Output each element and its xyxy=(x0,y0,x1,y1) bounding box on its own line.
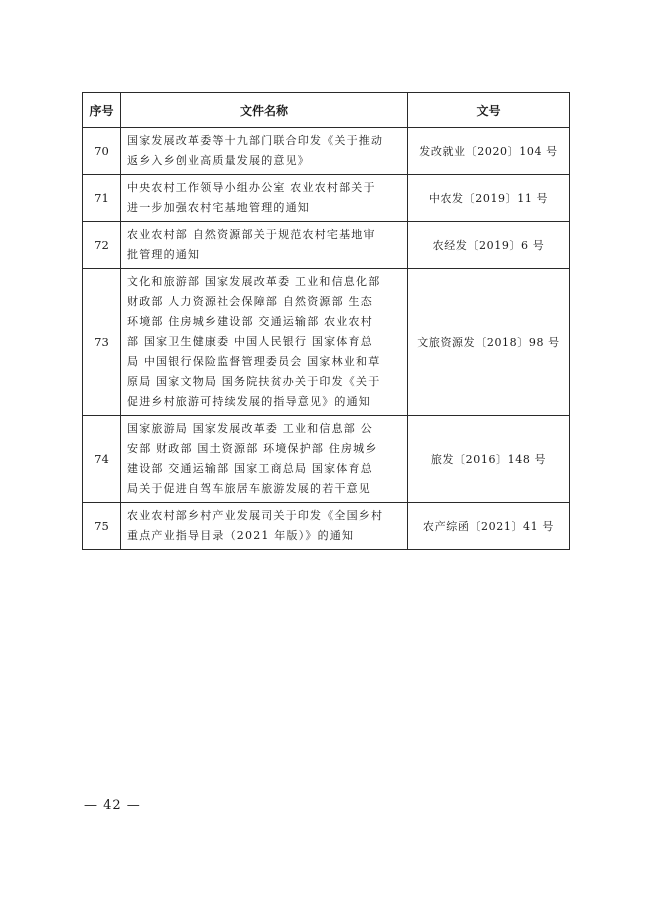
table-row xyxy=(83,222,570,269)
row-file-name xyxy=(121,128,408,175)
file-name-line: 原局 国家文物局 国务院扶贫办关于印发《关于 xyxy=(127,375,381,388)
table-row xyxy=(83,416,570,503)
documents-table xyxy=(82,92,570,550)
row-doc-number: 农产综函〔2021〕41 号 xyxy=(408,503,570,550)
header-doc-number: 文号 xyxy=(408,93,570,128)
file-name-line: 重点产业指导目录（2021 年版）》的通知 xyxy=(127,529,355,542)
row-file-name xyxy=(121,222,408,269)
file-name-line: 批管理的通知 xyxy=(127,248,201,261)
row-file-name xyxy=(121,503,408,550)
file-name-line: 部 国家卫生健康委 中国人民银行 国家体育总 xyxy=(127,335,373,348)
row-doc-number: 发改就业〔2020〕104 号 xyxy=(408,128,570,175)
row-seq: 73 xyxy=(83,269,121,416)
file-name-line: 农业农村部 自然资源部关于规范农村宅基地审 xyxy=(127,228,376,241)
file-name-line: 局 中国银行保险监督管理委员会 国家林业和草 xyxy=(127,355,381,368)
file-name-line: 进一步加强农村宅基地管理的通知 xyxy=(127,201,310,214)
row-file-name xyxy=(121,416,408,503)
row-doc-number: 中农发〔2019〕11 号 xyxy=(408,175,570,222)
row-seq: 74 xyxy=(83,416,121,503)
row-doc-number: 旅发〔2016〕148 号 xyxy=(408,416,570,503)
row-seq: 75 xyxy=(83,503,121,550)
file-name-line: 文化和旅游部 国家发展改革委 工业和信息化部 xyxy=(127,275,381,288)
file-name-line: 国家发展改革委等十九部门联合印发《关于推动 xyxy=(127,134,384,147)
file-name-line: 促进乡村旅游可持续发展的指导意见》的通知 xyxy=(127,395,371,408)
table-row xyxy=(83,269,570,416)
row-doc-number: 文旅资源发〔2018〕98 号 xyxy=(408,269,570,416)
table-row xyxy=(83,175,570,222)
header-seq: 序号 xyxy=(83,93,121,128)
file-name-line: 国家旅游局 国家发展改革委 工业和信息部 公 xyxy=(127,422,373,435)
file-name-line: 农业农村部乡村产业发展司关于印发《全国乡村 xyxy=(127,509,384,522)
file-name-line: 局关于促进自驾车旅居车旅游发展的若干意见 xyxy=(127,482,371,495)
header-file-name: 文件名称 xyxy=(121,93,408,128)
table-row xyxy=(83,503,570,550)
file-name-line: 安部 财政部 国土资源部 环境保护部 住房城乡 xyxy=(127,442,378,455)
row-doc-number: 农经发〔2019〕6 号 xyxy=(408,222,570,269)
row-file-name xyxy=(121,175,408,222)
file-name-line: 返乡入乡创业高质量发展的意见》 xyxy=(127,154,310,167)
row-file-name xyxy=(121,269,408,416)
row-seq: 72 xyxy=(83,222,121,269)
file-name-line: 环境部 住房城乡建设部 交通运输部 农业农村 xyxy=(127,315,373,328)
row-seq: 71 xyxy=(83,175,121,222)
file-name-line: 中央农村工作领导小组办公室 农业农村部关于 xyxy=(127,181,376,194)
page-number: — 42 — xyxy=(84,798,141,813)
row-seq: 70 xyxy=(83,128,121,175)
table-header-row xyxy=(83,93,570,128)
file-name-line: 建设部 交通运输部 国家工商总局 国家体育总 xyxy=(127,462,373,475)
table-row xyxy=(83,128,570,175)
file-name-line: 财政部 人力资源社会保障部 自然资源部 生态 xyxy=(127,295,373,308)
